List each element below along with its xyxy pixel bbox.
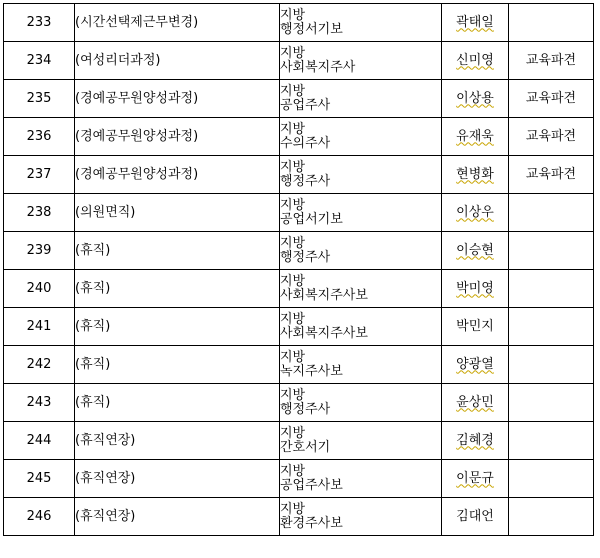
row-note: 교육파견 [509,156,594,194]
grade-line-2: 공업서기보 [280,211,343,227]
row-note [509,460,594,498]
grade-line-2: 환경주사보 [280,515,343,531]
name-text: 곽태일 [456,14,494,30]
table-row [4,460,594,498]
row-reason: (휴직연장) [75,498,280,536]
table-row [4,346,594,384]
row-number: 233 [4,4,75,42]
row-note: 교육파견 [509,118,594,156]
personnel-table-body [4,4,594,536]
row-note [509,194,594,232]
row-note [509,422,594,460]
row-name [442,194,509,232]
grade-line-1: 지방 [280,121,306,137]
row-number: 243 [4,384,75,422]
row-grade [280,308,442,346]
row-reason: (휴직연장) [75,422,280,460]
row-note [509,498,594,536]
row-reason: (경예공무원양성과정) [75,156,280,194]
row-number: 240 [4,270,75,308]
row-name [442,232,509,270]
grade-line-1: 지방 [280,425,306,441]
table-row [4,232,594,270]
name-text: 김혜경 [456,432,494,448]
table-row [4,308,594,346]
row-name [442,270,509,308]
row-name [442,460,509,498]
row-number: 239 [4,232,75,270]
row-name [442,498,509,536]
personnel-table [3,3,594,536]
row-note [509,4,594,42]
row-grade [280,384,442,422]
table-row [4,4,594,42]
row-grade [280,232,442,270]
grade-line-1: 지방 [280,197,306,213]
row-reason: (시간선택제근무변경) [75,4,280,42]
name-text: 김대언 [456,508,494,524]
grade-line-2: 공업주사 [280,97,331,113]
row-name [442,308,509,346]
row-note [509,346,594,384]
grade-line-2: 간호서기 [280,439,331,455]
table-row [4,384,594,422]
row-name [442,80,509,118]
name-text: 박민지 [456,318,494,334]
row-number: 237 [4,156,75,194]
row-number: 246 [4,498,75,536]
table-row [4,422,594,460]
grade-line-2: 행정주사 [280,249,331,265]
row-grade [280,270,442,308]
row-grade [280,156,442,194]
name-text: 양광열 [456,356,494,372]
row-number: 236 [4,118,75,156]
row-number: 241 [4,308,75,346]
name-text: 유재욱 [456,128,494,144]
name-text: 현병화 [456,166,494,182]
table-row [4,156,594,194]
row-note [509,308,594,346]
row-number: 235 [4,80,75,118]
row-reason: (휴직) [75,384,280,422]
row-number: 245 [4,460,75,498]
row-grade [280,118,442,156]
row-number: 244 [4,422,75,460]
row-name [442,422,509,460]
grade-line-1: 지방 [280,83,306,99]
row-name [442,346,509,384]
row-note [509,232,594,270]
row-grade [280,80,442,118]
name-text: 이상우 [456,204,494,220]
row-name [442,384,509,422]
table-row [4,498,594,536]
table-row [4,118,594,156]
row-name [442,156,509,194]
row-grade [280,194,442,232]
name-text: 박미영 [456,280,494,296]
name-text: 신미영 [456,52,494,68]
grade-line-2: 사회복지주사보 [280,325,368,341]
grade-line-2: 녹지주사보 [280,363,343,379]
row-grade [280,498,442,536]
grade-line-1: 지방 [280,501,306,517]
grade-line-2: 공업주사보 [280,477,343,493]
row-note: 교육파견 [509,80,594,118]
row-note [509,270,594,308]
row-reason: (휴직) [75,308,280,346]
name-text: 윤상민 [456,394,494,410]
grade-line-2: 사회복지주사 [280,59,356,75]
row-number: 234 [4,42,75,80]
row-reason: (의원면직) [75,194,280,232]
grade-line-2: 사회복지주사보 [280,287,368,303]
table-row [4,194,594,232]
row-name [442,118,509,156]
grade-line-1: 지방 [280,311,306,327]
row-number: 242 [4,346,75,384]
name-text: 이승현 [456,242,494,258]
grade-line-1: 지방 [280,159,306,175]
grade-line-1: 지방 [280,7,306,23]
row-reason: (여성리더과정) [75,42,280,80]
row-name [442,42,509,80]
row-note [509,384,594,422]
row-reason: (경예공무원양성과정) [75,80,280,118]
row-grade [280,42,442,80]
row-grade [280,460,442,498]
name-text: 이상용 [456,90,494,106]
row-grade [280,422,442,460]
grade-line-2: 행정주사 [280,173,331,189]
grade-line-1: 지방 [280,235,306,251]
row-reason: (경예공무원양성과정) [75,118,280,156]
table-row [4,270,594,308]
grade-line-1: 지방 [280,45,306,61]
row-reason: (휴직연장) [75,460,280,498]
grade-line-1: 지방 [280,273,306,289]
row-number: 238 [4,194,75,232]
row-note: 교육파견 [509,42,594,80]
row-reason: (휴직) [75,232,280,270]
table-row [4,80,594,118]
row-name [442,4,509,42]
name-text: 이문규 [456,470,494,486]
grade-line-2: 행정주사 [280,401,331,417]
table-row [4,42,594,80]
row-reason: (휴직) [75,270,280,308]
row-reason: (휴직) [75,346,280,384]
grade-line-2: 행정서기보 [280,21,343,37]
row-grade [280,346,442,384]
row-grade [280,4,442,42]
grade-line-1: 지방 [280,463,306,479]
grade-line-2: 수의주사 [280,135,331,151]
grade-line-1: 지방 [280,387,306,403]
grade-line-1: 지방 [280,349,306,365]
